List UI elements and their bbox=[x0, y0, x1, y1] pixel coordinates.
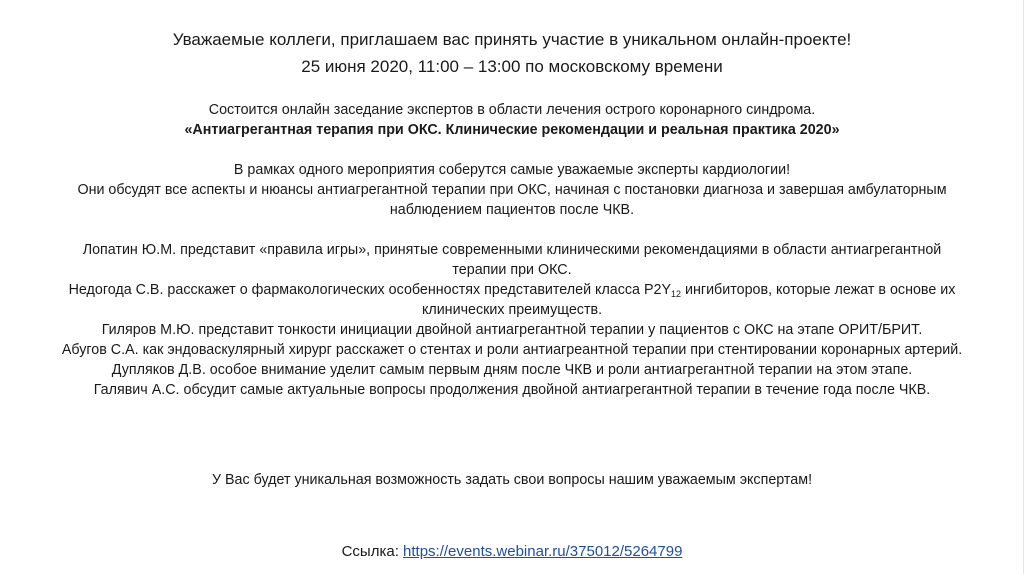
event-title: «Антиагрегантная терапия при ОКС. Клинические рекомендации и реальная практика 2020» bbox=[184, 122, 840, 138]
link-label: Ссылка: bbox=[341, 543, 404, 560]
speaker-duplyakov: Дупляков Д.В. особое внимание уделит самым первым дням после ЧКВ и роли антиагрегантной терапии на этом этапе. bbox=[111, 362, 913, 378]
speaker-galyavich: Галявич А.С. обсудит самые актуальные вопросы продолжения двойной антиагрегантной терапии в течение года после ЧКВ. bbox=[93, 382, 931, 398]
overview-line-1: В рамках одного мероприятия соберутся самые уважаемые эксперты кардиологии! bbox=[233, 162, 791, 178]
subscript-12: 12 bbox=[670, 289, 681, 299]
speaker-nedogoda-text-end: ингибиторов, которые лежат в основе их клинических преимуществ. bbox=[421, 282, 956, 318]
speaker-gilyarov: Гиляров М.Ю. представит тонкости инициации двойной антиагрегантной терапии у пациентов с ОКС на этапе ОРИТ/БРИТ. bbox=[101, 322, 923, 338]
speaker-lopatin: Лопатин Ю.М. представит «правила игры», принятые современными клиническими рекомендациями в области антиагрегантной терапии при ОКС. bbox=[82, 242, 942, 278]
webinar-link[interactable]: https://events.webinar.ru/375012/5264799 bbox=[403, 543, 683, 560]
speaker-abugov: Абугов С.А. как эндоваскулярный хирург расскажет о стентах и роли антиагреантной терапии при стентировании коронарных артерий. bbox=[61, 342, 963, 358]
intro-text: Состоится онлайн заседание экспертов в области лечения острого коронарного синдрома. bbox=[208, 102, 816, 118]
overview-block bbox=[60, 160, 964, 220]
speaker-nedogoda bbox=[60, 280, 964, 320]
event-datetime: 25 июня 2020, 11:00 – 13:00 по московскому времени bbox=[301, 57, 723, 76]
closing-text: У Вас будет уникальная возможность задать свои вопросы нашим уважаемым экспертам! bbox=[211, 472, 813, 488]
speaker-nedogoda-text: Недогода С.В. расскажет о фармакологических особенностях представителей класса P2Y bbox=[68, 282, 671, 298]
link-line bbox=[0, 543, 1024, 560]
speakers-block bbox=[60, 240, 964, 400]
overview-line-2: Они обсудят все аспекты и нюансы антиагрегантной терапии при ОКС, начиная с постановки диагноза и завершая амбулаторным наблюдением пациентов после ЧКВ. bbox=[77, 182, 947, 218]
invitation-heading: Уважаемые коллеги, приглашаем вас принять участие в уникальном онлайн-проекте! bbox=[172, 30, 852, 49]
